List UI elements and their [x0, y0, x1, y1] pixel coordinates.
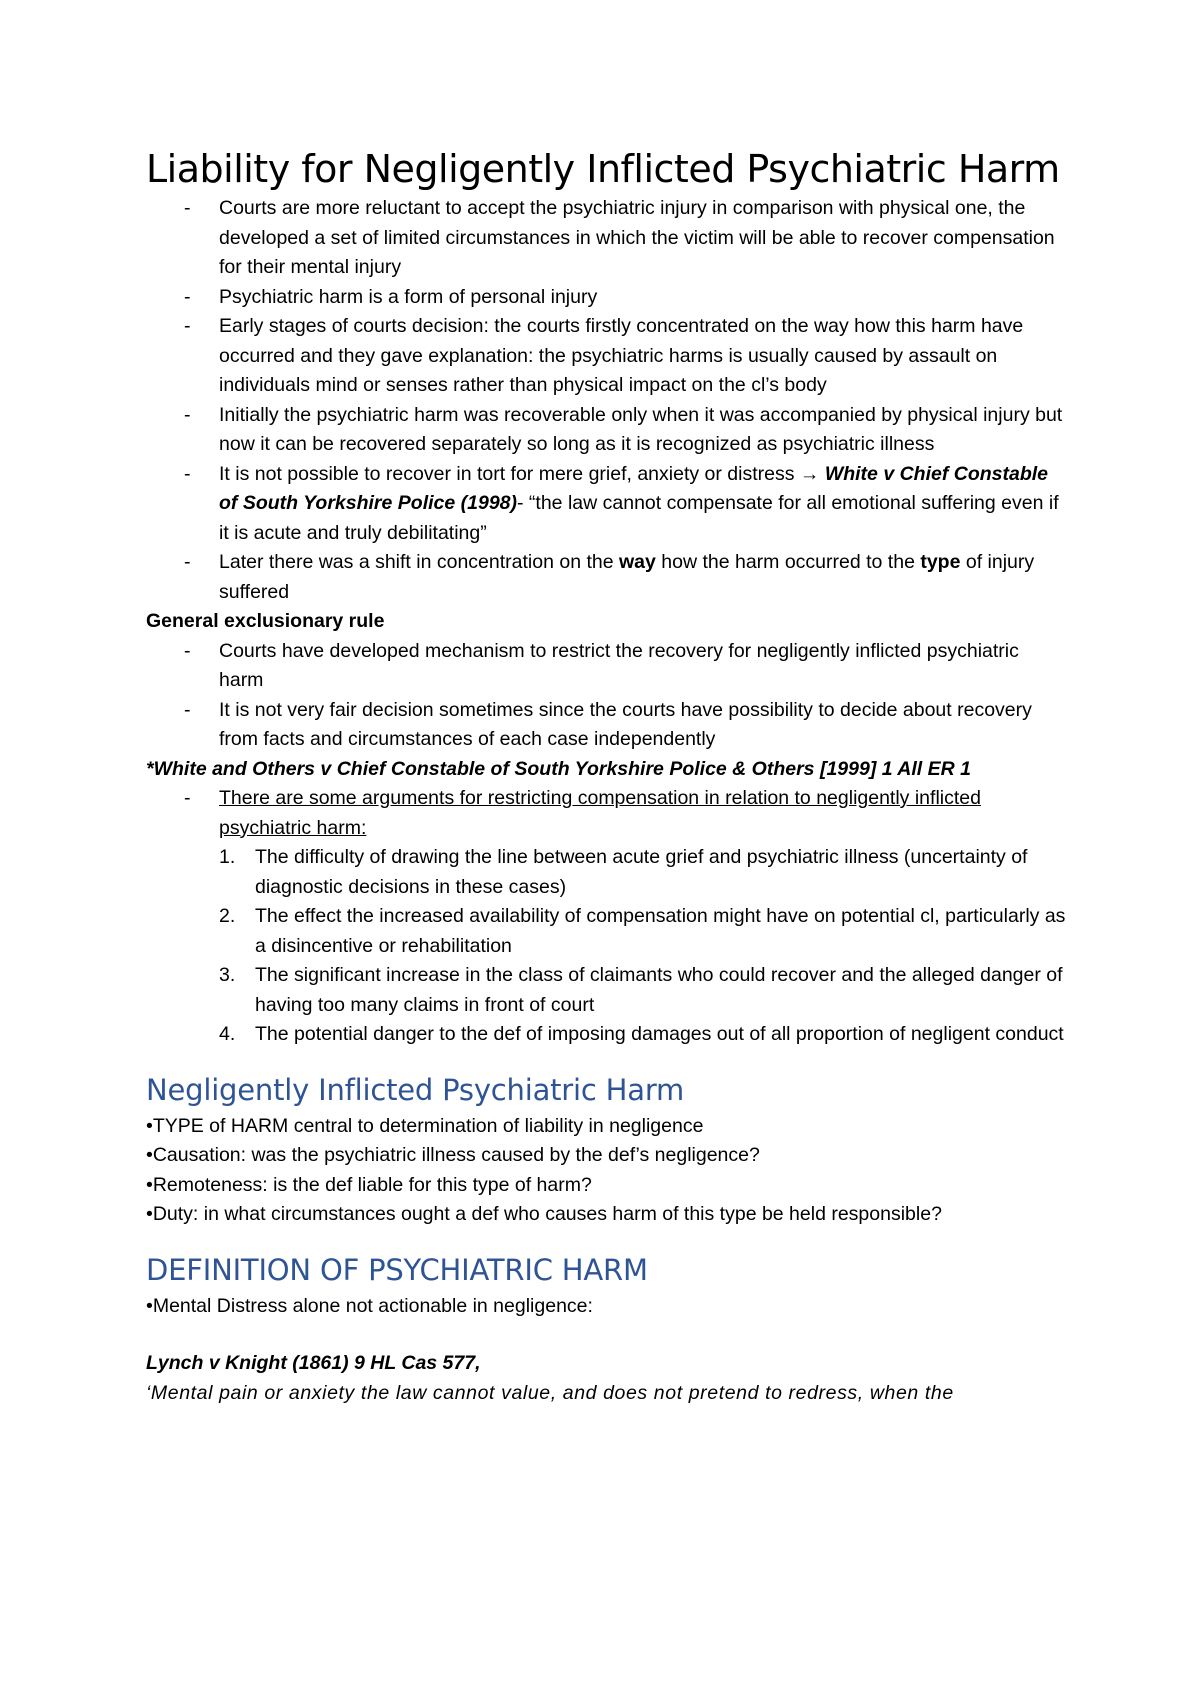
numbered-item: 2. The effect the increased availability of compensation might have on potential cl, particularly as a disincentive or rehabilitation	[219, 905, 1066, 957]
list-item-white-case: - It is not possible to recover in tort for mere grief, anxiety or distress → White v Chief Constable of South Yorkshire Police (1998)- “the law cannot compensate for all emotional suffering even if it is acute and truly debilitating”	[184, 462, 1059, 544]
section2-line: •Remoteness: is the def liable for this type of harm?	[146, 1173, 592, 1196]
list-item: - It is not very fair decision sometimes since the courts have possibility to decide about recovery from facts and circumstances of each case independently	[184, 698, 1032, 750]
section2-line: •Causation: was the psychiatric illness caused by the def’s negligence?	[146, 1144, 760, 1166]
lynch-quote: ‘Mental pain or anxiety the law cannot value, and does not pretend to redress, when the	[146, 1381, 954, 1404]
exclusionary-heading: General exclusionary rule	[146, 610, 385, 632]
document-content	[146, 146, 1066, 1408]
spacer	[146, 1321, 1066, 1349]
list-item: - Courts are more reluctant to accept the psychiatric injury in comparison with physical one, the developed a set of limited circumstances in which the victim will be able to recover compensation for their mental injury	[184, 197, 1055, 278]
section-heading-negligently-inflicted: Negligently Inflicted Psychiatric Harm	[146, 1072, 685, 1107]
section2-line: •Duty: in what circumstances ought a def who causes harm of this type be held responsible?	[146, 1203, 942, 1225]
list-item: - Early stages of courts decision: the courts firstly concentrated on the way how this harm have occurred and they gave explanation: the psychiatric harms is usually caused by assault on individuals mind or senses rather than physical impact on the cl’s body	[184, 315, 1024, 396]
section3-line: •Mental Distress alone not actionable in negligence:	[146, 1294, 593, 1317]
lynch-case: Lynch v Knight (1861) 9 HL Cas 577,	[146, 1352, 481, 1374]
list-item: - Courts have developed mechanism to restrict the recovery for negligently inflicted psychiatric harm	[184, 639, 1019, 691]
numbered-item: 1. The difficulty of drawing the line between acute grief and psychiatric illness (uncertainty of diagnostic decisions in these cases)	[219, 846, 1028, 898]
intro-bullet-list	[146, 194, 1066, 607]
case-citation: White v Chief Constable of South Yorkshire Police (1998)	[219, 462, 1049, 514]
numbered-item: 3. The significant increase in the class of claimants who could recover and the alleged danger of having too many claims in front of court	[219, 964, 1063, 1016]
arguments-numbered-list	[146, 843, 1066, 1050]
page-title: Liability for Negligently Inflicted Psychiatric Harm	[146, 147, 1060, 191]
section-heading-definition: DEFINITION OF PSYCHIATRIC HARM	[146, 1252, 648, 1287]
arguments-intro-list	[146, 784, 1066, 843]
list-item: - There are some arguments for restricting compensation in relation to negligently inflicted psychiatric harm:	[184, 787, 981, 839]
list-item: - Initially the psychiatric harm was recoverable only when it was accompanied by physical injury but now it can be recovered separately so long as it is recognized as psychiatric illness	[184, 403, 1063, 455]
section2-line: •TYPE of HARM central to determination of liability in negligence	[146, 1114, 704, 1137]
list-item-shift: - Later there was a shift in concentration on the way how the harm occurred to the type of injury suffered	[184, 551, 1035, 603]
white-others-case: *White and Others v Chief Constable of South Yorkshire Police & Others [1999] 1 All ER 1	[146, 757, 971, 780]
exclusionary-bullet-list	[146, 637, 1066, 755]
arrow-icon: →	[799, 462, 820, 485]
numbered-item: 4. The potential danger to the def of imposing damages out of all proportion of negligent conduct	[219, 1023, 1064, 1045]
list-item: - Psychiatric harm is a form of personal injury	[184, 285, 598, 308]
